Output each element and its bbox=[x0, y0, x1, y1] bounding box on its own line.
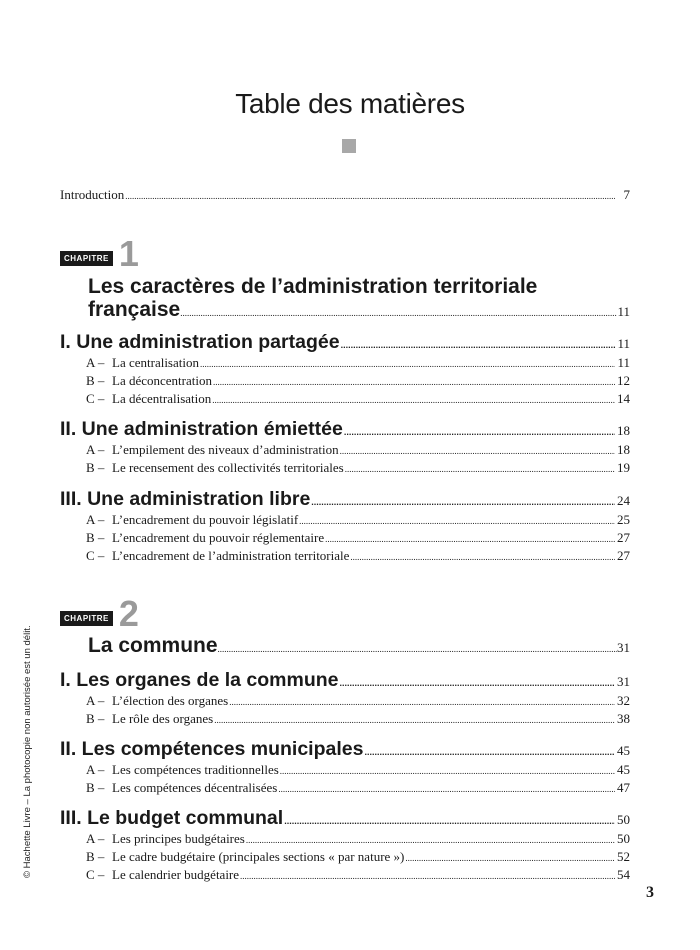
toc-entry-introduction[interactable] bbox=[60, 187, 630, 207]
toc-subentry-page: 54 bbox=[617, 867, 630, 882]
leader-dots bbox=[278, 780, 615, 796]
toc-subentry-label: La décentralisation bbox=[112, 391, 212, 406]
toc-entry-page: 7 bbox=[623, 187, 630, 202]
toc-subentry-label: L’encadrement du pouvoir législatif bbox=[112, 512, 299, 527]
toc-subentry[interactable] bbox=[86, 530, 630, 550]
leader-dots bbox=[405, 849, 615, 865]
toc-subentry-prefix: B – bbox=[86, 460, 105, 475]
chapter-page: 11 bbox=[617, 304, 630, 319]
toc-subentry-prefix: B – bbox=[86, 849, 105, 864]
leader-dots bbox=[299, 512, 615, 528]
toc-subentry[interactable] bbox=[86, 780, 630, 800]
toc-subentry-page: 45 bbox=[617, 762, 630, 777]
toc-subentry-label: Le calendrier budgétaire bbox=[112, 867, 240, 882]
leader-dots bbox=[350, 548, 615, 564]
toc-section[interactable] bbox=[60, 331, 630, 357]
toc-section[interactable] bbox=[60, 488, 630, 514]
toc-subentry[interactable] bbox=[86, 762, 630, 782]
toc-subentry-label: La déconcentration bbox=[112, 373, 212, 388]
toc-subentry-label: L’encadrement de l’administration territoriale bbox=[112, 548, 350, 563]
toc-subentry[interactable] bbox=[86, 391, 630, 411]
toc-section-label: II. Les compétences municipales bbox=[60, 738, 364, 760]
leader-dots bbox=[214, 711, 615, 727]
toc-subentry[interactable] bbox=[86, 849, 630, 869]
toc-subentry-label: La centralisation bbox=[112, 355, 199, 370]
leader-dots bbox=[212, 391, 615, 407]
toc-section-label: III. Le budget communal bbox=[60, 807, 284, 829]
leader-dots bbox=[218, 634, 617, 658]
leader-dots bbox=[246, 831, 615, 847]
toc-subentry-label: L’encadrement du pouvoir réglementaire bbox=[112, 530, 325, 545]
toc-subentry[interactable] bbox=[86, 711, 630, 731]
leader-dots bbox=[213, 373, 615, 389]
toc-subentry[interactable] bbox=[86, 512, 630, 532]
toc-subentry-label: Les principes budgétaires bbox=[112, 831, 245, 846]
toc-subentry-prefix: C – bbox=[86, 391, 105, 406]
toc-section-label: II. Une administration émiettée bbox=[60, 418, 343, 440]
leader-dots bbox=[284, 807, 615, 830]
toc-section-page: 24 bbox=[617, 493, 630, 508]
chapter-title-text: La commune bbox=[88, 634, 218, 657]
chapter-title[interactable] bbox=[88, 634, 630, 658]
toc-subentry-prefix: A – bbox=[86, 762, 105, 777]
toc-subentry-prefix: B – bbox=[86, 373, 105, 388]
toc-section[interactable] bbox=[60, 738, 630, 764]
toc-subentry[interactable] bbox=[86, 442, 630, 462]
toc-section-page: 31 bbox=[617, 674, 630, 689]
chapter-title-continuation[interactable] bbox=[88, 298, 630, 322]
toc-subentry-prefix: B – bbox=[86, 780, 105, 795]
toc-section-page: 18 bbox=[617, 423, 630, 438]
chapter-title[interactable]: Les caractères de l’administration territoriale bbox=[88, 275, 538, 298]
toc-section-page: 45 bbox=[617, 743, 630, 758]
toc-section-page: 50 bbox=[617, 812, 630, 827]
chapter-badge: CHAPITRE bbox=[60, 611, 113, 626]
toc-subentry-page: 38 bbox=[617, 711, 630, 726]
page-number: 3 bbox=[646, 884, 654, 901]
toc-section-label: I. Une administration partagée bbox=[60, 331, 340, 353]
leader-dots bbox=[200, 355, 615, 371]
toc-subentry-label: Le recensement des collectivités territoriales bbox=[112, 460, 344, 475]
toc-subentry-prefix: C – bbox=[86, 548, 105, 563]
chapter-badge: CHAPITRE bbox=[60, 251, 113, 266]
leader-dots bbox=[280, 762, 615, 778]
toc-section[interactable] bbox=[60, 807, 630, 833]
toc-subentry-page: 32 bbox=[617, 693, 630, 708]
toc-subentry[interactable] bbox=[86, 460, 630, 480]
toc-subentry-page: 11 bbox=[617, 355, 630, 370]
leader-dots bbox=[341, 331, 615, 354]
chapter-number: 2 bbox=[118, 593, 139, 634]
leader-dots bbox=[325, 530, 615, 546]
leader-dots bbox=[229, 693, 615, 709]
toc-subentry-page: 47 bbox=[617, 780, 630, 795]
chapter-heading bbox=[60, 593, 139, 634]
leader-dots bbox=[364, 738, 615, 761]
toc-section[interactable] bbox=[60, 669, 630, 695]
chapter-number: 1 bbox=[118, 233, 139, 274]
chapter-page: 31 bbox=[617, 640, 630, 655]
toc-subentry-page: 50 bbox=[617, 831, 630, 846]
title-ornament-square bbox=[342, 139, 356, 153]
leader-dots bbox=[240, 867, 615, 883]
toc-section[interactable] bbox=[60, 418, 630, 444]
toc-subentry-page: 52 bbox=[617, 849, 630, 864]
leader-dots bbox=[311, 488, 615, 511]
toc-section-label: III. Une administration libre bbox=[60, 488, 311, 510]
toc-subentry-label: Le rôle des organes bbox=[112, 711, 214, 726]
toc-subentry-page: 27 bbox=[617, 548, 630, 563]
toc-subentry-page: 14 bbox=[617, 391, 630, 406]
toc-subentry-page: 12 bbox=[617, 373, 630, 388]
toc-entry-label: Introduction bbox=[60, 187, 125, 202]
toc-subentry-label: L’empilement des niveaux d’administration bbox=[112, 442, 339, 457]
toc-subentry-prefix: C – bbox=[86, 867, 105, 882]
toc-subentry-page: 19 bbox=[617, 460, 630, 475]
toc-subentry[interactable] bbox=[86, 831, 630, 851]
toc-subentry[interactable] bbox=[86, 548, 630, 568]
leader-dots bbox=[345, 460, 615, 476]
leader-dots bbox=[180, 298, 617, 322]
toc-section-label: I. Les organes de la commune bbox=[60, 669, 339, 691]
toc-subentry-label: L’élection des organes bbox=[112, 693, 229, 708]
toc-subentry-page: 27 bbox=[617, 530, 630, 545]
toc-subentry-label: Les compétences traditionnelles bbox=[112, 762, 279, 777]
toc-subentry-label: Les compétences décentralisées bbox=[112, 780, 278, 795]
chapter-heading bbox=[60, 233, 139, 274]
leader-dots bbox=[344, 418, 615, 441]
leader-dots bbox=[340, 669, 615, 692]
toc-subentry[interactable] bbox=[86, 355, 630, 375]
chapter-title-line2: française bbox=[88, 298, 181, 321]
toc-subentry-prefix: A – bbox=[86, 831, 105, 846]
toc-subentry[interactable] bbox=[86, 693, 630, 713]
leader-dots bbox=[125, 187, 615, 203]
toc-subentry-prefix: A – bbox=[86, 693, 105, 708]
toc-subentry-prefix: B – bbox=[86, 711, 105, 726]
toc-subentry-prefix: A – bbox=[86, 442, 105, 457]
toc-subentry[interactable] bbox=[86, 373, 630, 393]
toc-subentry-label: Le cadre budgétaire (principales sections « par nature ») bbox=[112, 849, 405, 864]
toc-subentry-page: 18 bbox=[617, 442, 630, 457]
toc-subentry-prefix: A – bbox=[86, 355, 105, 370]
toc-subentry-prefix: B – bbox=[86, 530, 105, 545]
page-title: Table des matières bbox=[235, 88, 465, 119]
toc-subentry-page: 25 bbox=[617, 512, 630, 527]
toc-subentry[interactable] bbox=[86, 867, 630, 887]
copyright-notice: © Hachette Livre – La photocopie non autorisée est un délit. bbox=[22, 625, 33, 878]
toc-subentry-prefix: A – bbox=[86, 512, 105, 527]
toc-section-page: 11 bbox=[617, 336, 630, 351]
leader-dots bbox=[340, 442, 615, 458]
